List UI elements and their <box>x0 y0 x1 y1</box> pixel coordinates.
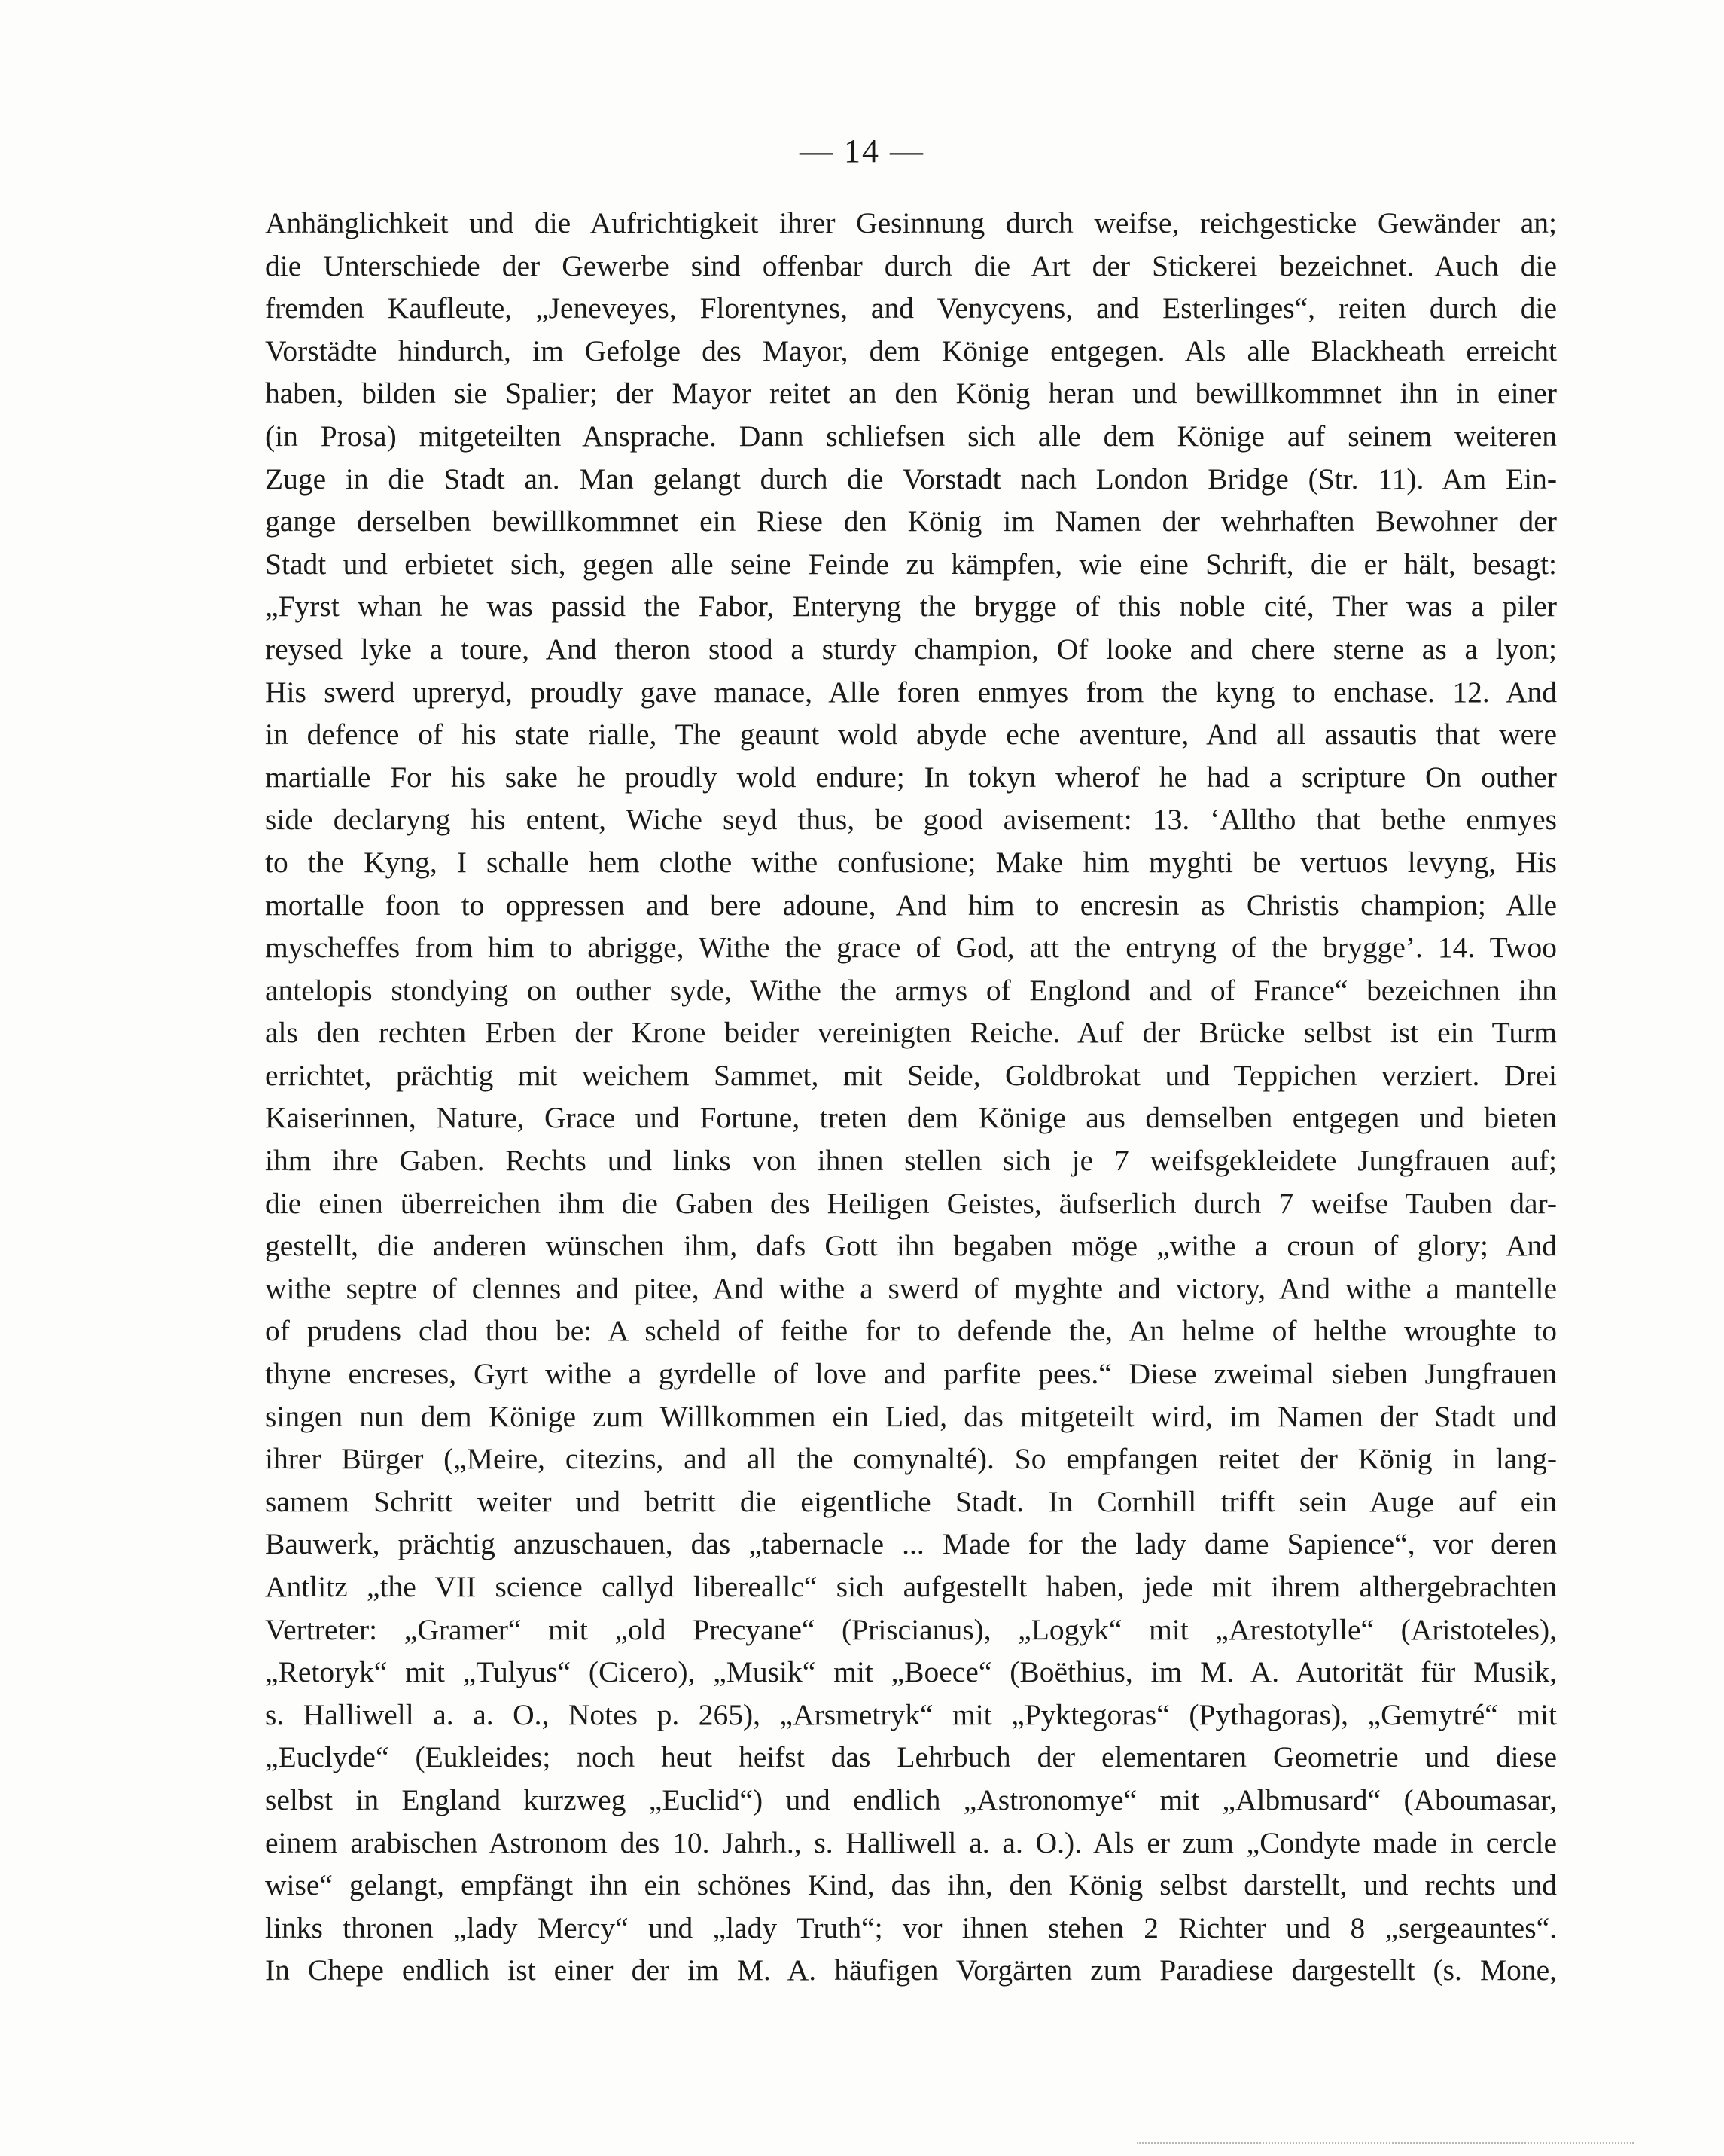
text-line: Stadt und erbietet sich, gegen alle seine Feinde zu kämpfen, wie eine Schrift, die er hält, besagt: <box>265 547 1557 581</box>
text-line: ihrer Bürger („Meire, citezins, and all the comynalté). So empfangen reitet der König in lang- <box>265 1442 1557 1476</box>
text-line: samem Schritt weiter und betritt die eigentliche Stadt. In Cornhill trifft sein Auge auf ein <box>265 1484 1557 1518</box>
text-line: Zuge in die Stadt an. Man gelangt durch die Vorstadt nach London Bridge (Str. 11). Am Ein- <box>265 462 1557 496</box>
text-line: als den rechten Erben der Krone beider vereinigten Reiche. Auf der Brücke selbst ist ein Turm <box>265 1016 1557 1050</box>
text-line: mortalle foon to oppressen and bere adoune, And him to encresin as Christis champion; Alle <box>265 888 1557 922</box>
text-line: His swerd upreryd, proudly gave manace, Alle foren enmyes from the kyng to enchase. 12. And <box>265 675 1557 709</box>
text-line: „Retoryk“ mit „Tulyus“ (Cicero), „Musik“ mit „Boece“ (Boëthius, im M. A. Autorität für Musik, <box>265 1655 1557 1689</box>
text-line: s. Halliwell a. a. O., Notes p. 265), „Arsmetryk“ mit „Pyktegoras“ (Pythagoras), „Gemytré“ mit <box>265 1697 1557 1731</box>
text-line: In Chepe endlich ist einer der im M. A. häufigen Vorgärten zum Paradiese dargestellt (s. Mone, <box>265 1953 1557 1987</box>
text-line: Vorstädte hindurch, im Gefolge des Mayor, dem Könige entgegen. Als alle Blackheath erreicht <box>265 334 1557 367</box>
text-line: myscheffes from him to abrigge, Withe the grace of God, att the entryng of the brygge’. 14. Twoo <box>265 931 1557 965</box>
text-line: antelopis stondying on outher syde, Withe the armys of Englond and of France“ bezeichnen ihn <box>265 973 1557 1007</box>
text-line: die einen überreichen ihm die Gaben des Heiligen Geistes, äufserlich durch 7 weifse Tauben dar- <box>265 1186 1557 1220</box>
page-number: — 14 — <box>800 133 924 169</box>
text-line: withe septre of clennes and pitee, And withe a swerd of myghte and victory, And withe a mantelle <box>265 1271 1557 1305</box>
text-line: die Unterschiede der Gewerbe sind offenbar durch die Art der Stickerei bezeichnet. Auch die <box>265 249 1557 282</box>
text-line: of prudens clad thou be: A scheld of feithe for to defende the, An helme of helthe wroughte to <box>265 1314 1557 1348</box>
text-line: wise“ gelangt, empfängt ihn ein schönes Kind, das ihn, den König selbst darstellt, und rechts und <box>265 1868 1557 1902</box>
text-line: selbst in England kurzweg „Euclid“) und endlich „Astronomye“ mit „Albmusard“ (Aboumasar, <box>265 1782 1557 1816</box>
text-line: side declaryng his entent, Wiche seyd thus, be good avisement: 13. ‘Alltho that bethe enmyes <box>265 803 1557 837</box>
text-line: fremden Kaufleute, „Jeneveyes, Florentynes, and Venycyens, and Esterlinges“, reiten durch die <box>265 291 1557 325</box>
text-line: (in Prosa) mitgeteilten Ansprache. Dann schliefsen sich alle dem Könige auf seinem weiteren <box>265 419 1557 453</box>
text-line: reysed lyke a toure, And theron stood a sturdy champion, Of looke and chere sterne as a lyon; <box>265 632 1557 666</box>
body-text <box>265 202 1557 1992</box>
text-line: martialle For his sake he proudly wold endure; In tokyn wherof he had a scripture On outher <box>265 760 1557 794</box>
text-line: singen nun dem Könige zum Willkommen ein Lied, das mitgeteilt wird, im Namen der Stadt und <box>265 1399 1557 1433</box>
text-line: Bauwerk, prächtig anzuschauen, das „tabernacle ... Made for the lady dame Sapience“, vor deren <box>265 1527 1557 1561</box>
text-line: „Euclyde“ (Eukleides; noch heut heifst das Lehrbuch der elementaren Geometrie und diese <box>265 1740 1557 1774</box>
scan-edge-specks <box>1137 2142 1634 2147</box>
text-line: Anhänglichkeit und die Aufrichtigkeit ihrer Gesinnung durch weifse, reichgesticke Gewänder an; <box>265 206 1557 239</box>
text-line: thyne encreses, Gyrt withe a gyrdelle of love and parfite pees.“ Diese zweimal sieben Jungfrauen <box>265 1357 1557 1391</box>
text-line: haben, bilden sie Spalier; der Mayor reitet an den König heran und bewillkommnet ihn in einer <box>265 377 1557 410</box>
text-line: errichtet, prächtig mit weichem Sammet, mit Seide, Goldbrokat und Teppichen verziert. Drei <box>265 1058 1557 1092</box>
text-line: to the Kyng, I schalle hem clothe withe confusione; Make him myghti be vertuos levyng, His <box>265 845 1557 879</box>
text-line: Vertreter: „Gramer“ mit „old Precyane“ (Priscianus), „Logyk“ mit „Arestotylle“ (Aristoteles), <box>265 1612 1557 1646</box>
text-line: gestellt, die anderen wünschen ihm, dafs Gott ihn begaben möge „withe a croun of glory; And <box>265 1229 1557 1263</box>
text-line: Kaiserinnen, Nature, Grace und Fortune, treten dem Könige aus demselben entgegen und bieten <box>265 1101 1557 1135</box>
text-line: in defence of his state rialle, The geaunt wold abyde eche aventure, And all assautis that were <box>265 718 1557 752</box>
text-line: „Fyrst whan he was passid the Fabor, Enteryng the brygge of this noble cité, Ther was a piler <box>265 590 1557 624</box>
text-line: Antlitz „the VII science callyd libereallc“ sich aufgestellt haben, jede mit ihrem althergebrachten <box>265 1570 1557 1603</box>
text-line: links thronen „lady Mercy“ und „lady Truth“; vor ihnen stehen 2 Richter und 8 „sergeauntes“. <box>265 1911 1557 1944</box>
text-line: einem arabischen Astronom des 10. Jahrh., s. Halliwell a. a. O.). Als er zum „Condyte made in cercle <box>265 1825 1557 1859</box>
text-line: gange derselben bewillkommnet ein Riese den König im Namen der wehrhaften Bewohner der <box>265 505 1557 538</box>
text-line: ihm ihre Gaben. Rechts und links von ihnen stellen sich je 7 weifsgekleidete Jungfrauen auf; <box>265 1144 1557 1178</box>
